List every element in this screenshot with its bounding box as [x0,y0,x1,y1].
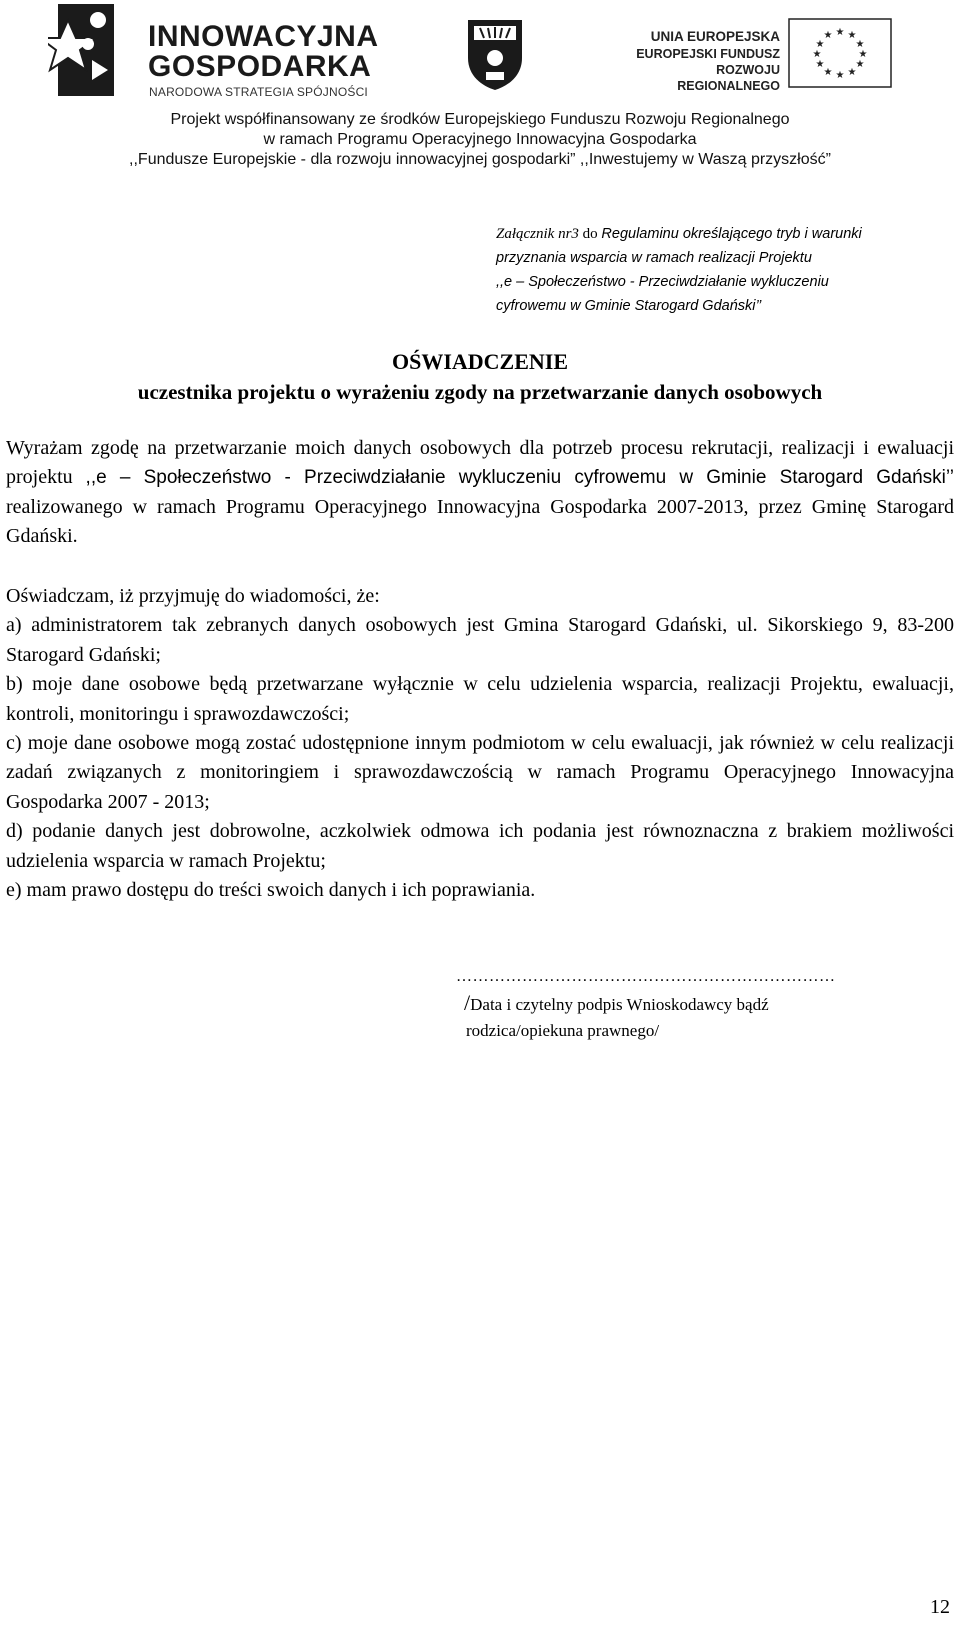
eu-fund-line2: ROZWOJU REGIONALNEGO [677,63,780,93]
svg-text:★: ★ [815,59,825,70]
signature-caption-2: rodzica/opiekuna prawnego/ [466,1021,660,1040]
svg-text:★: ★ [823,67,833,78]
logo-text-gospodarka: GOSPODARKA [148,50,372,83]
svg-text:★: ★ [847,30,857,41]
eu-fund-line1: EUROPEJSKI FUNDUSZ [636,47,780,61]
svg-text:★: ★ [812,49,822,60]
statement-item-c: c) moje dane osobowe mogą zostać udostępnione innym podmiotom w celu ewaluacji, jak również w celu realizacji zadań związanych z monitoringiem i sprawozdawczością w ramach Programu Operacyjnego Innowacyjna Gospodarka 2007 - 2013; [6,732,954,813]
annex-line-2: przyznania wsparcia w ramach realizacji Projektu [496,250,812,266]
svg-text:★: ★ [815,39,825,50]
document-title: OŚWIADCZENIE [391,349,569,374]
annex-line-4: cyfrowemu w Gminie Starogard Gdański’’ [496,298,762,314]
page-number: 12 [930,1596,950,1618]
document-subtitle: uczestnika projektu o wyrażeniu zgody na przetwarzanie danych osobowych [137,380,823,404]
cofinance-line-2: w ramach Programu Operacyjnego Innowacyjna Gospodarka [263,131,697,148]
svg-text:★: ★ [835,27,845,38]
svg-text:★: ★ [855,59,865,70]
signature-slash: / [464,990,471,1015]
cofinance-line-3: ,,Fundusze Europejskie - dla rozwoju innowacyjnej gospodarki” ,,Inwestujemy w Waszą przyszłość” [129,151,831,168]
eu-flag-icon [788,18,892,88]
logo-text-innowacyjna: INNOWACYJNA [148,20,379,53]
annex-line-1-rest: Regulaminu określającego tryb i warunki [601,226,862,242]
logo-text-strategia: NARODOWA STRATEGIA SPÓJNOŚCI [149,85,368,99]
signature-line: …………………………………………………………… [456,968,836,985]
statement-item-a: a) administratorem tak zebranych danych osobowych jest Gmina Starogard Gdański, ul. Sikorskiego 9, 83-200 Starogard Gdański; [6,614,954,666]
annex-do: do [578,226,602,242]
consent-part-1: Wyrażam zgodę na przetwarzanie moich danych osobowych dla potrzeb procesu rekrutacji, realizacji i ewaluacji projektu [6,437,954,489]
signature-caption-1 [464,992,769,1016]
svg-text:★: ★ [855,39,865,50]
project-name: ,,e – Społeczeństwo - Przeciwdziałanie wykluczeniu cyfrowemu w Gminie Starogard Gdański’’ [85,467,954,489]
statement-item-e: e) mam prawo dostępu do treści swoich danych i ich poprawiania. [6,879,536,902]
svg-text:★: ★ [835,70,845,81]
consent-part-2: realizowanego w ramach Programu Operacyjnego Innowacyjna Gospodarka 2007-2013, przez Gminę Starogard Gdański. [6,495,954,548]
innowacyjna-gospodarka-logo [48,0,378,110]
signature-caption-text-1: Data i czytelny podpis Wnioskodawcy bądź [470,995,769,1014]
eu-name: UNIA EUROPEJSKA [650,29,780,44]
statement-intro: Oświadczam, iż przyjmuję do wiadomości, że: [6,585,380,607]
cofinancing-notice [0,110,960,170]
annex-label: Załącznik nr3 [496,226,579,242]
municipality-crest-icon [466,18,524,92]
eu-logo-text [610,28,780,94]
svg-text:★: ★ [823,30,833,41]
statement-section [6,582,954,905]
annex-note [496,222,936,318]
statement-item-d: d) podanie danych jest dobrowolne, aczkolwiek odmowa ich podania jest równoznaczna z brakiem możliwości udzielenia wsparcia w ramach Projektu; [6,820,954,872]
statement-item-b: b) moje dane osobowe będą przetwarzane wyłącznie w celu udzielenia wsparcia, realizacji Projektu, ewaluacji, kontroli, monitoringu i sprawozdawczości; [6,673,954,725]
consent-paragraph [6,434,954,552]
cofinance-line-1: Projekt współfinansowany ze środków Europejskiego Funduszu Rozwoju Regionalnego [170,111,790,128]
svg-text:★: ★ [847,67,857,78]
annex-line-3: ,,e – Społeczeństwo - Przeciwdziałanie wykluczeniu [496,274,829,290]
program-star-icon [48,0,138,100]
svg-text:★: ★ [858,49,868,60]
annex-line-1 [496,222,936,246]
